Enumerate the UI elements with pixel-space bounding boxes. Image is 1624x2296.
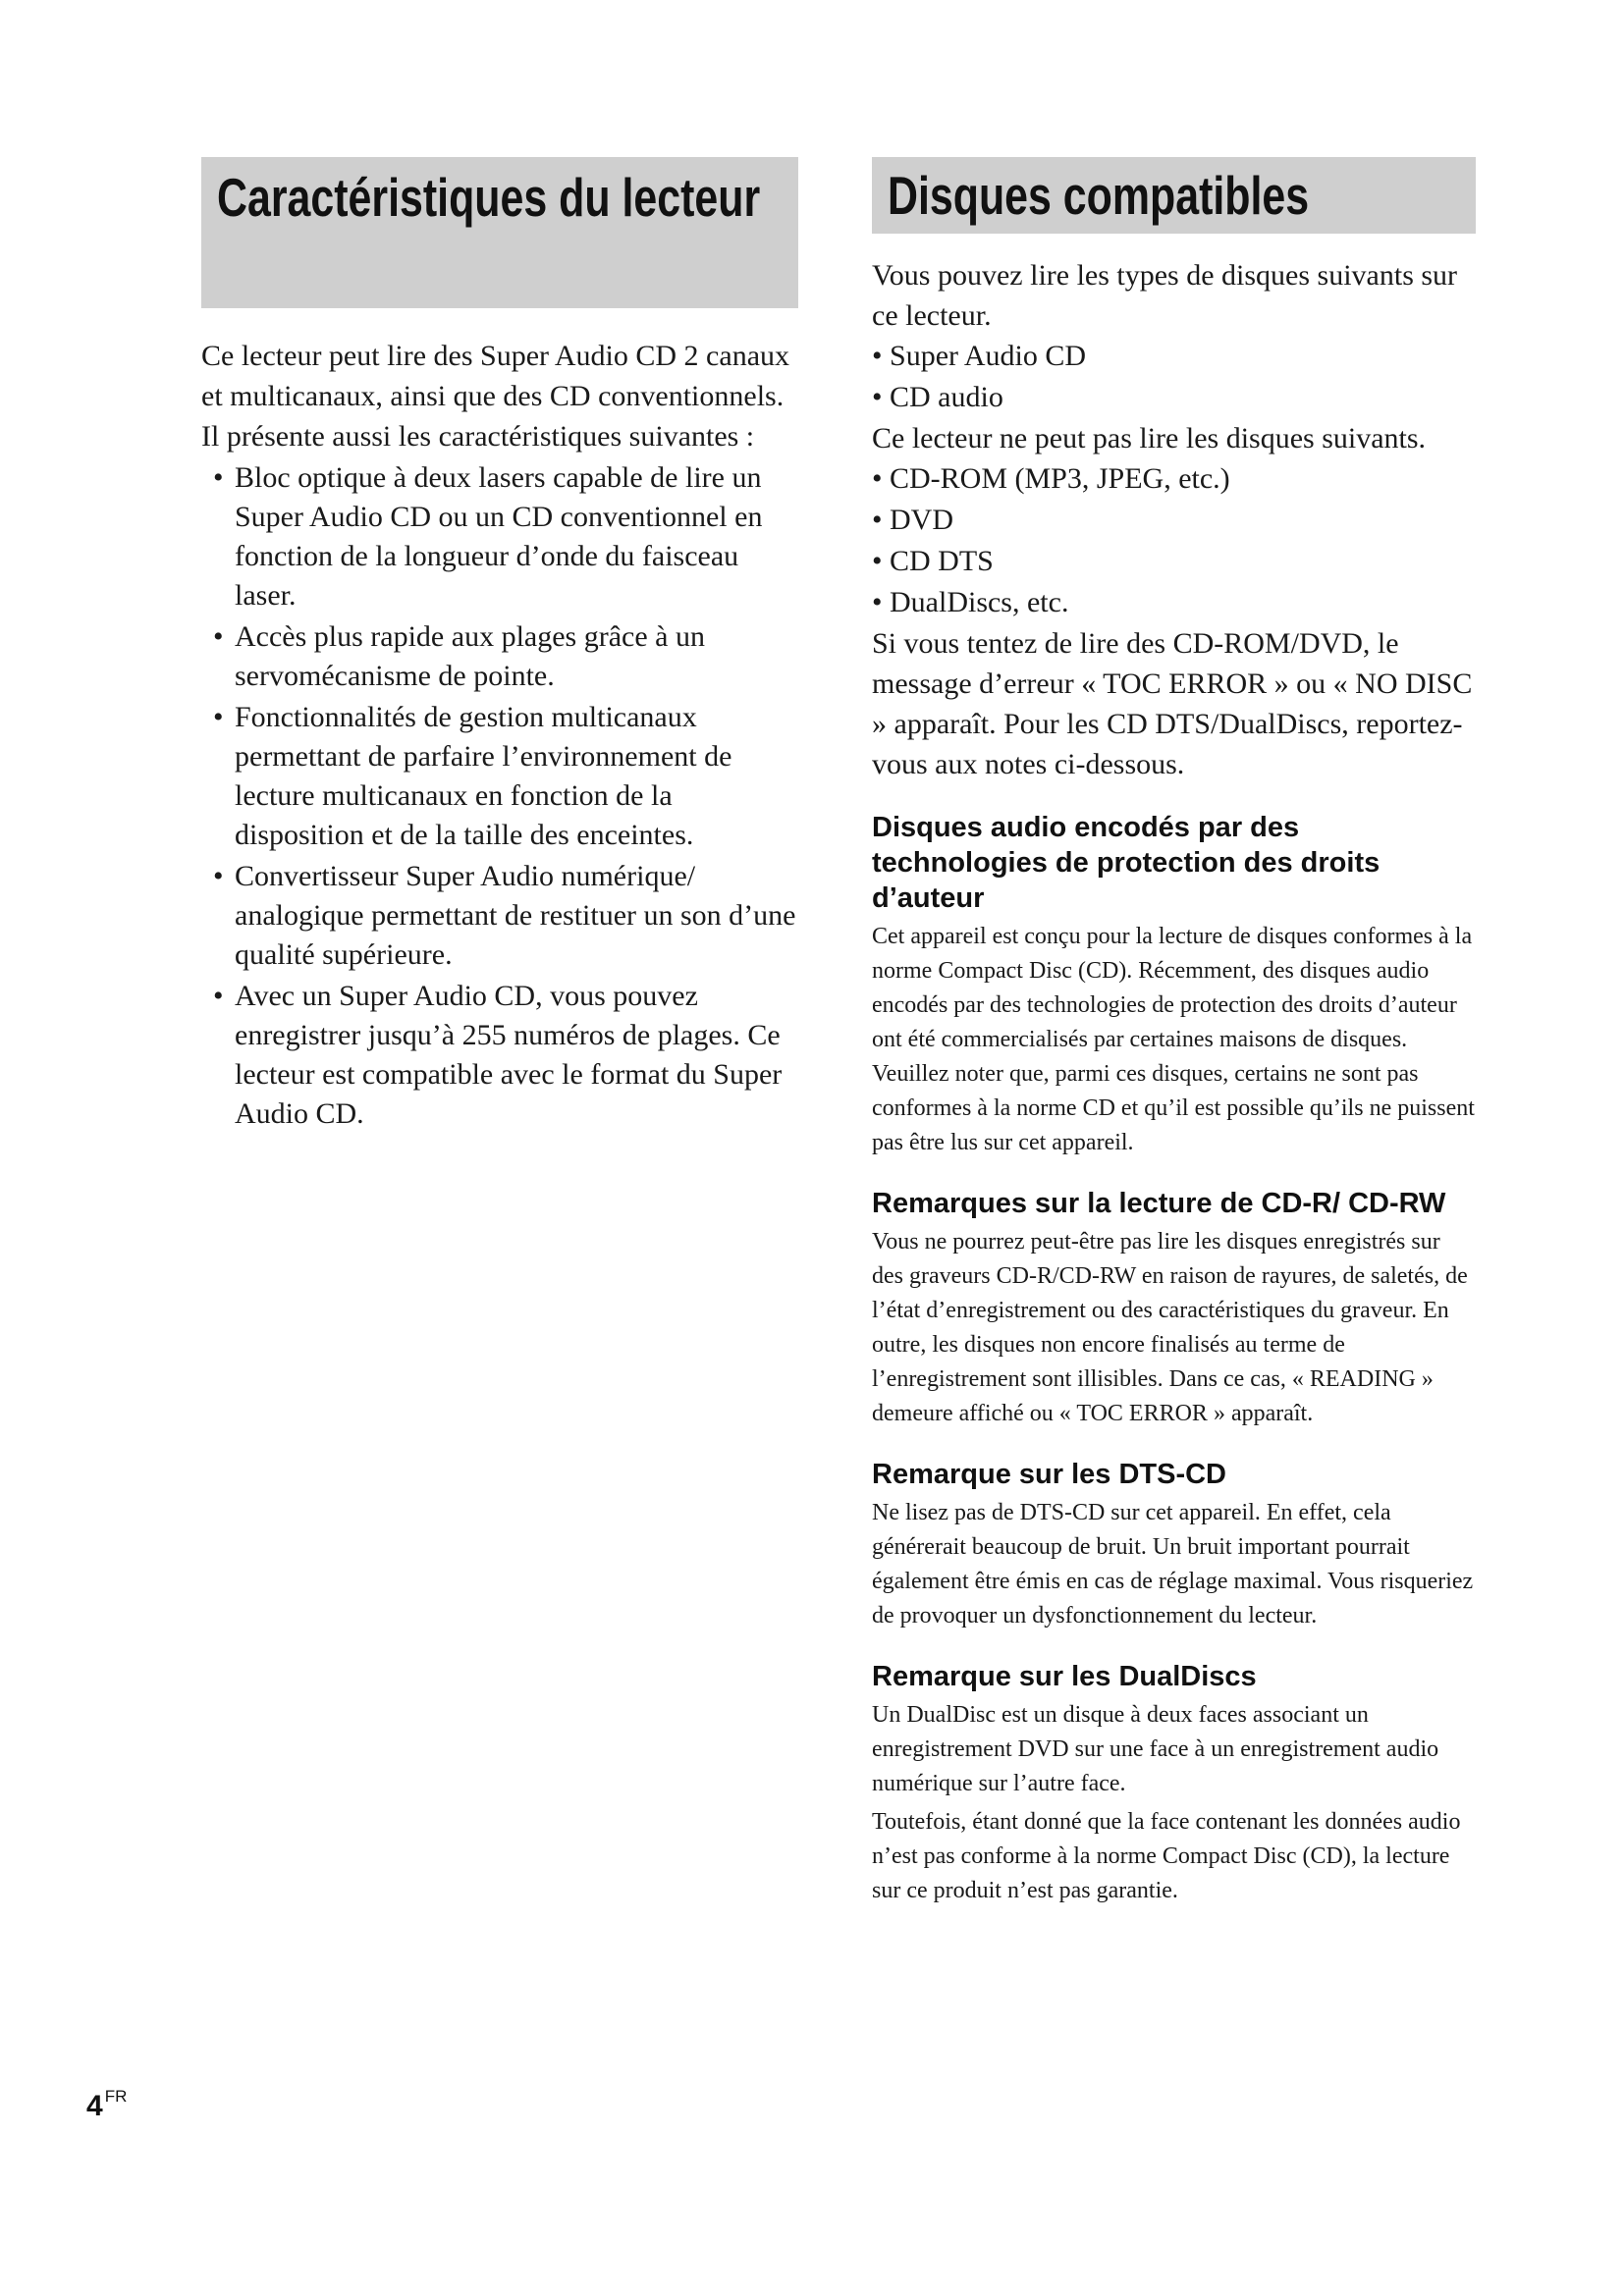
copyright-paragraph: Veuillez noter que, parmi ces disques, certains ne sont pas conformes à la norme CD et qu’il est possible qu’ils ne puissent pas être lus sur cet appareil. [872, 1061, 1475, 1155]
subheading-cdr: Remarques sur la lecture de CD-R/ CD-RW [872, 1188, 1446, 1219]
cdr-paragraph: Vous ne pourrez peut-être pas lire les disques enregistrés sur des graveurs CD-R/CD-RW en raison de rayures, de saletés, de l’état d’enregistrement ou des caractéristiques du graveur. En outre, les disques non encore finalisés au terme de l’enregistrement sont illisibles. Dans ce cas, « READING » demeure affiché ou « TOC ERROR » apparaît. [872, 1229, 1468, 1426]
section-heading-features: Caractéristiques du lecteur [217, 167, 761, 228]
features-intro: Ce lecteur peut lire des Super Audio CD 2 canaux et multicanaux, ainsi que des CD conventionnels. Il présente aussi les caractéristiques suivantes : [201, 340, 790, 453]
subheading-dts: Remarque sur les DTS-CD [872, 1459, 1226, 1490]
page-number [86, 2087, 127, 2123]
not-playable-item: • CD-ROM (MP3, JPEG, etc.) [872, 462, 1230, 495]
not-playable-intro: Ce lecteur ne peut pas lire les disques suivants. [872, 422, 1427, 454]
copyright-paragraph: Cet appareil est conçu pour la lecture de disques conformes à la norme Compact Disc (CD). Récemment, des disques audio encodés par des technologies de protection des droits d’auteur ont été commercialisés par certaines maisons de disques. [872, 924, 1473, 1052]
subheading-copyright: Disques audio encodés par des technologies de protection des droits d’auteur [872, 812, 1380, 914]
not-playable-item: • CD DTS [872, 545, 994, 577]
feature-item: • Convertisseur Super Audio numérique/ analogique permettant de restituer un son d’une qualité supérieure. [213, 860, 796, 971]
right-column [872, 157, 1476, 1908]
page-number-value: 4 [86, 2090, 103, 2122]
dts-paragraph: Ne lisez pas de DTS-CD sur cet appareil. En effet, cela générerait beaucoup de bruit. Un bruit important pourrait également être émis en cas de réglage maximal. Vous risqueriez de provoquer un dysfonctionnement du lecteur. [872, 1500, 1474, 1629]
playable-item: • CD audio [872, 381, 1003, 413]
feature-item: • Avec un Super Audio CD, vous pouvez enregistrer jusqu’à 255 numéros de plages. Ce lecteur est compatible avec le format du Super Audio CD. [213, 980, 783, 1130]
section-heading-box [201, 157, 798, 308]
compatible-intro: Vous pouvez lire les types de disques suivants sur ce lecteur. [872, 259, 1458, 332]
feature-item: • Fonctionnalités de gestion multicanaux permettant de parfaire l’environnement de lecture multicanaux en fonction de la disposition et de la taille des enceintes. [213, 701, 732, 851]
page-language-suffix: FR [104, 2087, 128, 2106]
not-playable-item: • DVD [872, 504, 953, 536]
dualdisc-paragraph: Toutefois, étant donné que la face contenant les données audio n’est pas conforme à la norme Compact Disc (CD), la lecture sur ce produit n’est pas garantie. [872, 1809, 1461, 1903]
section-heading-box [872, 157, 1476, 234]
features-list [201, 458, 798, 1134]
feature-item: • Accès plus rapide aux plages grâce à un servomécanisme de pointe. [213, 620, 705, 692]
left-column [201, 157, 798, 1134]
compatible-body [872, 255, 1476, 1908]
section-heading-compatible-discs: Disques compatibles [888, 165, 1310, 226]
not-playable-list [872, 458, 1476, 623]
playable-item: • Super Audio CD [872, 340, 1087, 372]
features-body [201, 336, 798, 1134]
not-playable-item: • DualDiscs, etc. [872, 586, 1069, 618]
feature-item: • Bloc optique à deux lasers capable de lire un Super Audio CD ou un CD conventionnel en fonction de la longueur d’onde du faisceau laser. [213, 461, 763, 612]
subheading-dualdisc: Remarque sur les DualDiscs [872, 1661, 1257, 1692]
error-message-text: Si vous tentez de lire des CD-ROM/DVD, le message d’erreur « TOC ERROR » ou « NO DISC » apparaît. Pour les CD DTS/DualDiscs, reportez-vous aux notes ci-dessous. [872, 627, 1473, 780]
dualdisc-paragraph: Un DualDisc est un disque à deux faces associant un enregistrement DVD sur une face à un enregistrement audio numérique sur l’autre face. [872, 1702, 1439, 1796]
playable-list [872, 336, 1476, 418]
